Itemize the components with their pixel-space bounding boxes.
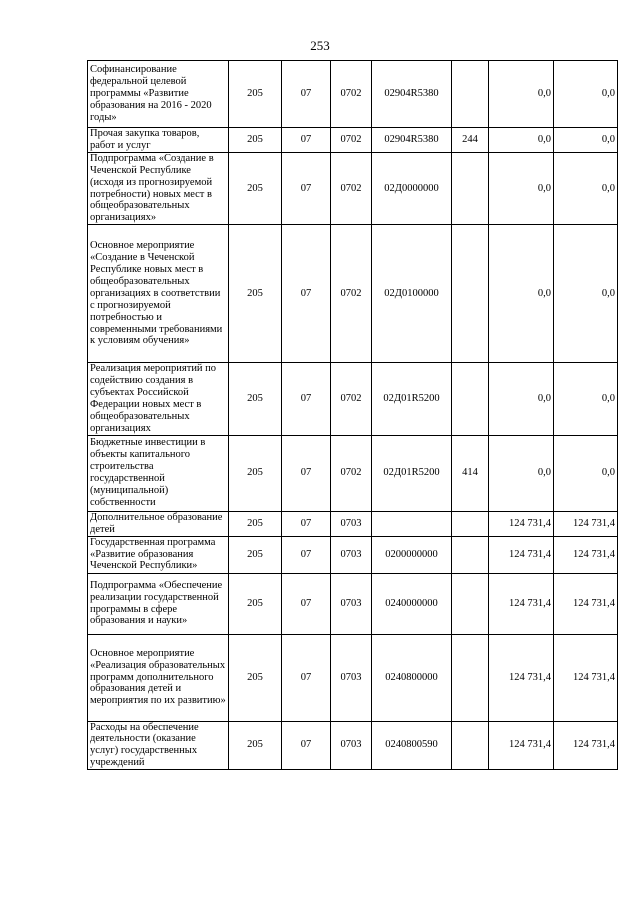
- expense-name-cell: Бюджетные инвестиции в объекты капитального строительства государственной (муниципальной) собственности: [88, 435, 229, 511]
- subsection-code-cell: 0702: [331, 152, 372, 224]
- sum-first-year-cell: 0,0: [489, 225, 554, 363]
- sum-first-year-cell: 124 731,4: [489, 536, 554, 573]
- sum-first-year-cell: 0,0: [489, 152, 554, 224]
- table-row: [88, 721, 618, 770]
- section-code-cell: 07: [282, 536, 331, 573]
- expense-name-cell: Подпрограмма «Обеспечение реализации государственной программы в сфере образования и науки»: [88, 573, 229, 634]
- section-code-cell: 07: [282, 61, 331, 128]
- sum-second-year-cell: 124 731,4: [554, 573, 618, 634]
- target-article-cell: 02904R5380: [372, 61, 452, 128]
- section-code-cell: 07: [282, 363, 331, 435]
- expense-type-cell: 244: [452, 128, 489, 153]
- subsection-code-cell: 0702: [331, 128, 372, 153]
- sum-first-year-cell: 124 731,4: [489, 511, 554, 536]
- target-article-cell: 02904R5380: [372, 128, 452, 153]
- section-code-cell: 07: [282, 511, 331, 536]
- target-article-cell: 02Д0100000: [372, 225, 452, 363]
- ministry-code-cell: 205: [229, 573, 282, 634]
- expense-type-cell: [452, 536, 489, 573]
- subsection-code-cell: 0702: [331, 225, 372, 363]
- subsection-code-cell: 0703: [331, 511, 372, 536]
- table-row: [88, 363, 618, 435]
- sum-first-year-cell: 124 731,4: [489, 634, 554, 721]
- sum-second-year-cell: 0,0: [554, 128, 618, 153]
- subsection-code-cell: 0702: [331, 61, 372, 128]
- ministry-code-cell: 205: [229, 721, 282, 770]
- ministry-code-cell: 205: [229, 61, 282, 128]
- target-article-cell: [372, 511, 452, 536]
- expense-name-cell: Прочая закупка товаров, работ и услуг: [88, 128, 229, 153]
- sum-second-year-cell: 124 731,4: [554, 511, 618, 536]
- target-article-cell: 0200000000: [372, 536, 452, 573]
- subsection-code-cell: 0702: [331, 363, 372, 435]
- table-row: [88, 128, 618, 153]
- expense-type-cell: [452, 573, 489, 634]
- expense-name-cell: Основное мероприятие «Создание в Чеченской Республике новых мест в общеобразовательных организациях в соответствии с прогнозируемой потребностью и современными требованиями к условиям обучения»: [88, 225, 229, 363]
- sum-second-year-cell: 124 731,4: [554, 536, 618, 573]
- expense-name-cell: Расходы на обеспечение деятельности (оказание услуг) государственных учреждений: [88, 721, 229, 770]
- subsection-code-cell: 0703: [331, 573, 372, 634]
- expense-name-cell: Подпрограмма «Создание в Чеченской Республике (исходя из прогнозируемой потребности) новых мест в общеобразовательных организациях»: [88, 152, 229, 224]
- table-row: [88, 61, 618, 128]
- table-row: [88, 634, 618, 721]
- section-code-cell: 07: [282, 435, 331, 511]
- expense-type-cell: [452, 152, 489, 224]
- section-code-cell: 07: [282, 721, 331, 770]
- ministry-code-cell: 205: [229, 634, 282, 721]
- subsection-code-cell: 0703: [331, 721, 372, 770]
- section-code-cell: 07: [282, 225, 331, 363]
- target-article-cell: 02Д01R5200: [372, 363, 452, 435]
- sum-second-year-cell: 0,0: [554, 61, 618, 128]
- ministry-code-cell: 205: [229, 511, 282, 536]
- sum-second-year-cell: 0,0: [554, 152, 618, 224]
- table-row: [88, 435, 618, 511]
- target-article-cell: 02Д01R5200: [372, 435, 452, 511]
- page-number: 253: [310, 38, 330, 53]
- expense-type-cell: [452, 721, 489, 770]
- ministry-code-cell: 205: [229, 363, 282, 435]
- section-code-cell: 07: [282, 152, 331, 224]
- sum-first-year-cell: 0,0: [489, 61, 554, 128]
- sum-first-year-cell: 0,0: [489, 128, 554, 153]
- sum-second-year-cell: 0,0: [554, 225, 618, 363]
- expense-type-cell: [452, 61, 489, 128]
- expense-name-cell: Софинансирование федеральной целевой программы «Развитие образования на 2016 - 2020 годы»: [88, 61, 229, 128]
- subsection-code-cell: 0702: [331, 435, 372, 511]
- table-row: [88, 511, 618, 536]
- section-code-cell: 07: [282, 573, 331, 634]
- table-row: [88, 573, 618, 634]
- sum-first-year-cell: 124 731,4: [489, 721, 554, 770]
- target-article-cell: 02Д0000000: [372, 152, 452, 224]
- section-code-cell: 07: [282, 634, 331, 721]
- expense-type-cell: [452, 225, 489, 363]
- sum-first-year-cell: 124 731,4: [489, 573, 554, 634]
- sum-second-year-cell: 124 731,4: [554, 634, 618, 721]
- target-article-cell: 0240800590: [372, 721, 452, 770]
- ministry-code-cell: 205: [229, 435, 282, 511]
- sum-second-year-cell: 124 731,4: [554, 721, 618, 770]
- table-row: [88, 536, 618, 573]
- table-row: [88, 225, 618, 363]
- ministry-code-cell: 205: [229, 128, 282, 153]
- table-row: [88, 152, 618, 224]
- expense-name-cell: Дополнительное образование детей: [88, 511, 229, 536]
- expense-name-cell: Государственная программа «Развитие образования Чеченской Республики»: [88, 536, 229, 573]
- target-article-cell: 0240000000: [372, 573, 452, 634]
- expense-type-cell: [452, 511, 489, 536]
- expense-type-cell: [452, 634, 489, 721]
- sum-first-year-cell: 0,0: [489, 363, 554, 435]
- target-article-cell: 0240800000: [372, 634, 452, 721]
- section-code-cell: 07: [282, 128, 331, 153]
- subsection-code-cell: 0703: [331, 634, 372, 721]
- expense-name-cell: Реализация мероприятий по содействию создания в субъектах Российской Федерации новых мест в общеобразовательных организациях: [88, 363, 229, 435]
- budget-table: [87, 60, 618, 770]
- sum-first-year-cell: 0,0: [489, 435, 554, 511]
- expense-type-cell: 414: [452, 435, 489, 511]
- ministry-code-cell: 205: [229, 152, 282, 224]
- subsection-code-cell: 0703: [331, 536, 372, 573]
- ministry-code-cell: 205: [229, 536, 282, 573]
- expense-type-cell: [452, 363, 489, 435]
- expense-name-cell: Основное мероприятие «Реализация образовательных программ дополнительного образования детей и мероприятия по их развитию»: [88, 634, 229, 721]
- sum-second-year-cell: 0,0: [554, 363, 618, 435]
- sum-second-year-cell: 0,0: [554, 435, 618, 511]
- ministry-code-cell: 205: [229, 225, 282, 363]
